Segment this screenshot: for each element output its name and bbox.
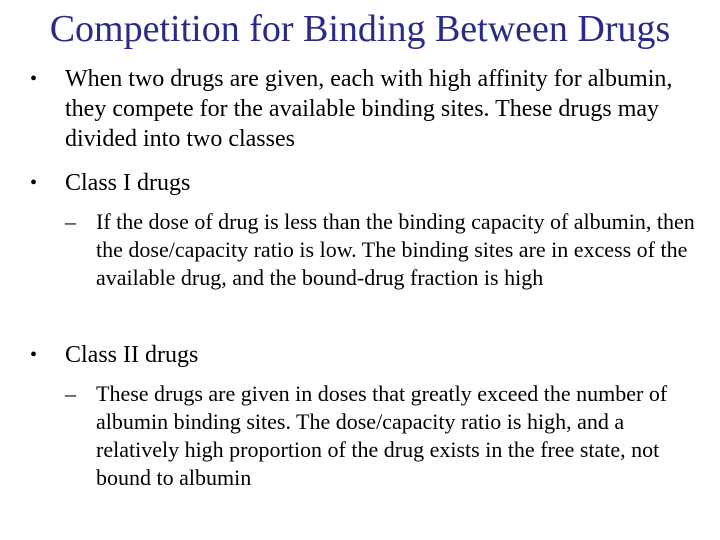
sub-bullet-text: If the dose of drug is less than the binding capacity of albumin, then the dose/capacity ratio is low. The binding sites are in excess of the available drug, and the bound-drug fraction is high [96,209,695,290]
bullet-item [30,64,680,154]
bullet-text: When two drugs are given, each with high affinity for albumin, they compete for the available binding sites. These drugs may divided into two classes [65,66,673,152]
slide-title: Competition for Binding Between Drugs [49,8,671,50]
bullet-text: Class I drugs [65,170,191,196]
bullet-marker: • [30,68,38,90]
sub-bullet-item [65,208,705,292]
bullet-item [30,168,680,198]
sub-bullet-item [65,380,705,492]
bullet-marker: • [30,172,38,194]
sub-bullet-text: These drugs are given in doses that greatly exceed the number of albumin binding sites. The dose/capacity ratio is high, and a relatively high proportion of the drug exists in the free state, not bound to albumin [96,381,668,490]
sub-bullet-marker: – [65,381,76,406]
bullet-text: Class II drugs [65,342,199,368]
sub-bullet-marker: – [65,209,76,234]
bullet-marker: • [30,344,38,366]
bullet-item [30,340,680,370]
